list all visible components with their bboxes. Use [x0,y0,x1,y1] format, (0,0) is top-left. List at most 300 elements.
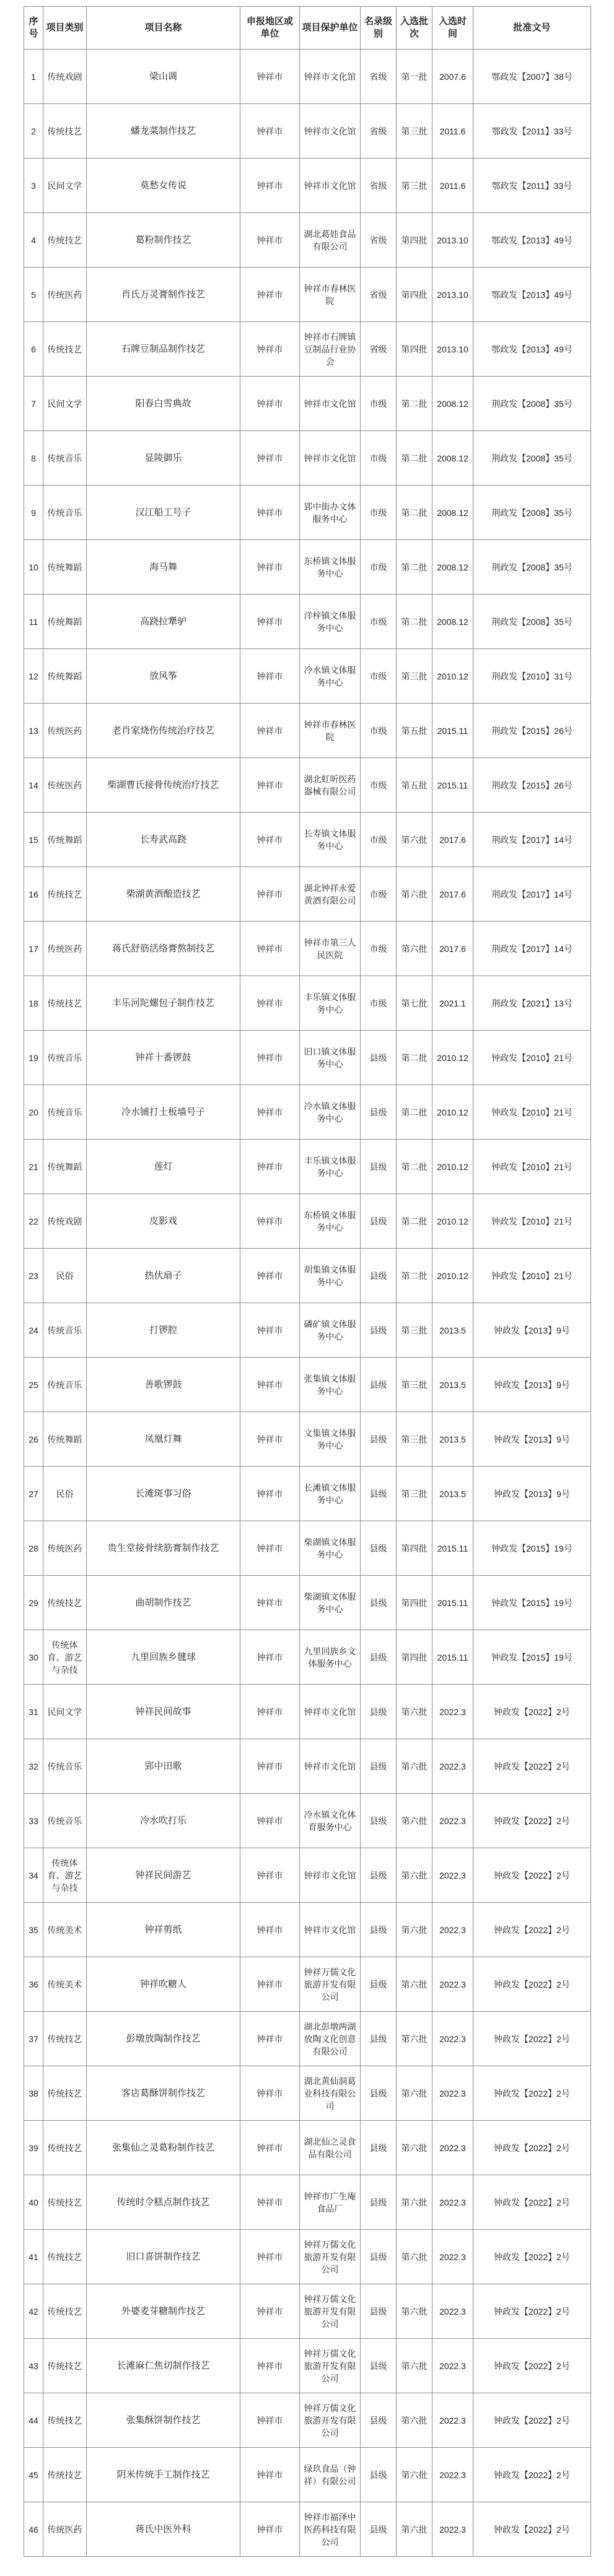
cell-region: 钟祥市 [240,2339,300,2393]
cell-approval-doc: 荆政发【2008】35号 [473,540,591,595]
cell-batch: 第六批 [397,2393,432,2448]
table-row [24,2121,591,2175]
cell-approval-doc: 钟政发【2013】9号 [473,1412,591,1467]
cell-region: 钟祥市 [240,1630,300,1685]
cell-region: 钟祥市 [240,704,300,758]
cell-category: 传统音乐 [43,431,87,486]
cell-batch: 第六批 [397,1739,432,1794]
cell-index: 20 [24,1085,43,1140]
cell-index: 34 [24,1848,43,1903]
cell-region: 钟祥市 [240,2393,300,2448]
cell-batch: 第四批 [397,1576,432,1630]
cell-region: 钟祥市 [240,1848,300,1903]
cell-level: 市级 [361,377,397,431]
cell-region: 钟祥市 [240,976,300,1031]
cell-level: 县级 [361,2393,397,2448]
cell-index: 44 [24,2393,43,2448]
cell-region: 钟祥市 [240,159,300,213]
cell-region: 钟祥市 [240,322,300,377]
cell-region: 钟祥市 [240,649,300,704]
header-level: 名录级别 [361,7,397,50]
cell-project-name: 张集仙之灵葛粉制作技艺 [87,2121,240,2175]
cell-approval-doc: 荆政发【2008】35号 [473,377,591,431]
cell-level: 县级 [361,2066,397,2121]
cell-category: 传统体育、游艺与杂技 [43,1630,87,1685]
cell-region: 钟祥市 [240,1412,300,1467]
table-row [24,649,591,704]
cell-category: 传统技艺 [43,2448,87,2502]
cell-protection-unit: 钟祥市第三人民医院 [300,922,361,976]
cell-date: 2011.6 [432,159,473,213]
cell-approval-doc: 钟政发【2022】2号 [473,2284,591,2339]
cell-batch: 第一批 [397,50,432,104]
cell-level: 市级 [361,595,397,649]
table-row [24,1521,591,1576]
cell-category: 传统技艺 [43,976,87,1031]
cell-batch: 第六批 [397,1685,432,1739]
cell-batch: 第六批 [397,2448,432,2502]
cell-approval-doc: 荆政发【2008】35号 [473,486,591,540]
table-row [24,213,591,268]
cell-approval-doc: 荆政发【2015】26号 [473,758,591,813]
cell-date: 2008.12 [432,431,473,486]
cell-index: 28 [24,1521,43,1576]
table-row [24,50,591,104]
cell-region: 钟祥市 [240,377,300,431]
cell-date: 2010.12 [432,1085,473,1140]
table-body [24,50,591,2557]
cell-level: 省级 [361,322,397,377]
cell-project-name: 打锣腔 [87,1303,240,1358]
cell-index: 4 [24,213,43,268]
table-row [24,268,591,322]
table-row [24,2502,591,2557]
cell-category: 传统戏剧 [43,50,87,104]
cell-date: 2008.12 [432,540,473,595]
cell-batch: 第二批 [397,1085,432,1140]
cell-index: 19 [24,1031,43,1085]
cell-protection-unit: 湖北黄仙洞葛业科技有限公司 [300,2066,361,2121]
cell-index: 13 [24,704,43,758]
cell-batch: 第三批 [397,1303,432,1358]
cell-region: 钟祥市 [240,1467,300,1521]
cell-batch: 第六批 [397,2175,432,2230]
cell-level: 省级 [361,159,397,213]
table-row [24,1957,591,2012]
cell-date: 2008.12 [432,486,473,540]
cell-category: 传统技艺 [43,1576,87,1630]
table-row [24,159,591,213]
cell-date: 2022.3 [432,2066,473,2121]
cell-index: 30 [24,1630,43,1685]
cell-approval-doc: 钟政发【2022】2号 [473,1903,591,1957]
cell-level: 市级 [361,976,397,1031]
cell-date: 2022.3 [432,2502,473,2557]
cell-protection-unit: 磷矿镇文体服务中心 [300,1303,361,1358]
cell-project-name: 凤凰灯舞 [87,1412,240,1467]
cell-level: 县级 [361,1194,397,1249]
cell-region: 钟祥市 [240,1903,300,1957]
cell-protection-unit: 湖北彭墩两湖放陶文化创意有限公司 [300,2012,361,2066]
cell-approval-doc: 钟政发【2015】19号 [473,1576,591,1630]
cell-level: 县级 [361,1249,397,1303]
cell-project-name: 长滩麻仁焦切制作技艺 [87,2339,240,2393]
cell-index: 32 [24,1739,43,1794]
cell-date: 2013.5 [432,1358,473,1412]
cell-project-name: 外婆麦芽糖制作技艺 [87,2284,240,2339]
cell-region: 钟祥市 [240,1685,300,1739]
cell-date: 2022.3 [432,2175,473,2230]
cell-level: 市级 [361,922,397,976]
cell-approval-doc: 荆政发【2010】31号 [473,649,591,704]
cell-protection-unit: 钟祥市广生庵食品厂 [300,2175,361,2230]
cell-index: 25 [24,1358,43,1412]
cell-date: 2013.10 [432,268,473,322]
cell-project-name: 钟祥剪纸 [87,1903,240,1957]
cell-level: 县级 [361,1739,397,1794]
cell-region: 钟祥市 [240,2121,300,2175]
cell-batch: 第六批 [397,1957,432,2012]
cell-date: 2022.3 [432,1685,473,1739]
cell-protection-unit: 钟祥市石牌镇豆制品行业协会 [300,322,361,377]
table-row [24,758,591,813]
cell-batch: 第三批 [397,104,432,159]
cell-protection-unit: 钟祥市文化馆 [300,50,361,104]
cell-protection-unit: 郢中街办文体服务中心 [300,486,361,540]
cell-category: 传统技艺 [43,867,87,922]
cell-protection-unit: 钟祥市文化馆 [300,104,361,159]
cell-approval-doc: 钟政发【2013】9号 [473,1303,591,1358]
cell-date: 2017.6 [432,922,473,976]
cell-approval-doc: 荆政发【2017】14号 [473,867,591,922]
cell-approval-doc: 荆政发【2017】14号 [473,813,591,867]
cell-level: 市级 [361,758,397,813]
cell-region: 钟祥市 [240,1031,300,1085]
cell-approval-doc: 钟政发【2022】2号 [473,1957,591,2012]
cell-date: 2015.11 [432,1630,473,1685]
cell-category: 传统医药 [43,758,87,813]
cell-region: 钟祥市 [240,268,300,322]
cell-date: 2010.12 [432,1194,473,1249]
cell-approval-doc: 钟政发【2010】21号 [473,1140,591,1194]
cell-region: 钟祥市 [240,104,300,159]
cell-category: 传统医药 [43,1521,87,1576]
cell-approval-doc: 钟政发【2022】2号 [473,2448,591,2502]
cell-protection-unit: 冷水镇文体服务中心 [300,649,361,704]
cell-batch: 第二批 [397,1194,432,1249]
cell-approval-doc: 鄂政发【2011】33号 [473,104,591,159]
cell-project-name: 钟祥民间故事 [87,1685,240,1739]
cell-protection-unit: 钟祥市春林医院 [300,704,361,758]
cell-batch: 第六批 [397,2066,432,2121]
table-row [24,322,591,377]
table-row [24,2448,591,2502]
header-project-name: 项目名称 [87,7,240,50]
table-row [24,2066,591,2121]
cell-category: 传统技艺 [43,104,87,159]
cell-project-name: 张集酥饼制作技艺 [87,2393,240,2448]
table-row [24,1303,591,1358]
cell-level: 县级 [361,1085,397,1140]
cell-date: 2022.3 [432,2284,473,2339]
cell-index: 36 [24,1957,43,2012]
cell-level: 县级 [361,2284,397,2339]
cell-project-name: 阳春白雪典故 [87,377,240,431]
cell-level: 省级 [361,104,397,159]
cell-protection-unit: 湖北钟祥永爱黄酒有限公司 [300,867,361,922]
cell-protection-unit: 文集镇文体服务中心 [300,1412,361,1467]
cell-region: 钟祥市 [240,1957,300,2012]
cell-batch: 第五批 [397,758,432,813]
cell-project-name: 九里回族乡毽球 [87,1630,240,1685]
cell-batch: 第六批 [397,813,432,867]
cell-date: 2022.3 [432,2230,473,2284]
cell-category: 传统技艺 [43,2175,87,2230]
header-region: 申报地区或单位 [240,7,300,50]
cell-batch: 第二批 [397,431,432,486]
cell-approval-doc: 鄂政发【2011】33号 [473,159,591,213]
cell-protection-unit: 丰乐镇文体服务中心 [300,1140,361,1194]
cell-date: 2017.6 [432,867,473,922]
cell-batch: 第二批 [397,1249,432,1303]
cell-level: 县级 [361,2502,397,2557]
cell-project-name: 海马舞 [87,540,240,595]
cell-category: 传统体育、游艺与杂技 [43,1848,87,1903]
cell-region: 钟祥市 [240,2448,300,2502]
cell-index: 9 [24,486,43,540]
cell-category: 传统音乐 [43,1303,87,1358]
cell-project-name: 客店葛酥饼制作技艺 [87,2066,240,2121]
cell-category: 传统医药 [43,2502,87,2557]
cell-category: 传统音乐 [43,1031,87,1085]
cell-batch: 第二批 [397,540,432,595]
cell-project-name: 善歌锣鼓 [87,1358,240,1412]
header-approval-doc: 批准文号 [473,7,591,50]
cell-index: 21 [24,1140,43,1194]
header-category: 项目类别 [43,7,87,50]
cell-date: 2008.12 [432,595,473,649]
cell-protection-unit: 湖北虹昕医药器械有限公司 [300,758,361,813]
cell-project-name: 曲胡制作技艺 [87,1576,240,1630]
cell-region: 钟祥市 [240,1303,300,1358]
cell-batch: 第六批 [397,1903,432,1957]
cell-index: 31 [24,1685,43,1739]
cell-category: 传统音乐 [43,1794,87,1848]
cell-protection-unit: 东桥镇文体服务中心 [300,540,361,595]
cell-index: 29 [24,1576,43,1630]
table-row [24,1685,591,1739]
cell-date: 2008.12 [432,377,473,431]
cell-approval-doc: 鄂政发【2013】49号 [473,268,591,322]
cell-project-name: 旧口喜饼制作技艺 [87,2230,240,2284]
cell-protection-unit: 柴湖镇文体服务中心 [300,1576,361,1630]
cell-level: 县级 [361,1521,397,1576]
cell-approval-doc: 钟政发【2022】2号 [473,1739,591,1794]
cell-date: 2022.3 [432,1794,473,1848]
cell-approval-doc: 钟政发【2015】19号 [473,1630,591,1685]
cell-protection-unit: 钟祥万儒文化旅游开发有限公司 [300,2284,361,2339]
cell-batch: 第六批 [397,922,432,976]
cell-project-name: 莫愁女传说 [87,159,240,213]
cell-batch: 第七批 [397,976,432,1031]
cell-category: 民间文学 [43,159,87,213]
cell-index: 33 [24,1794,43,1848]
cell-project-name: 钟祥民间游艺 [87,1848,240,1903]
table-row [24,540,591,595]
cell-date: 2013.10 [432,213,473,268]
cell-approval-doc: 钟政发【2022】2号 [473,2012,591,2066]
cell-protection-unit: 钟祥市福泽中医药科技有限公司 [300,2502,361,2557]
cell-index: 6 [24,322,43,377]
cell-date: 2022.3 [432,1739,473,1794]
table-row [24,1630,591,1685]
cell-approval-doc: 钟政发【2022】2号 [473,2339,591,2393]
cell-region: 钟祥市 [240,2066,300,2121]
cell-level: 县级 [361,1031,397,1085]
cell-batch: 第五批 [397,704,432,758]
cell-protection-unit: 钟祥市文化馆 [300,377,361,431]
cell-protection-unit: 钟祥万儒文化旅游开发有限公司 [300,2339,361,2393]
cell-category: 传统美术 [43,1903,87,1957]
cell-project-name: 郢中田歌 [87,1739,240,1794]
cell-date: 2022.3 [432,2448,473,2502]
cell-index: 11 [24,595,43,649]
cell-index: 39 [24,2121,43,2175]
cell-date: 2015.11 [432,1576,473,1630]
cell-category: 传统舞蹈 [43,649,87,704]
cell-project-name: 蒋氏舒筋活络膏熬制技艺 [87,922,240,976]
cell-date: 2013.10 [432,322,473,377]
header-batch: 入选批次 [397,7,432,50]
cell-protection-unit: 钟祥市文化馆 [300,1739,361,1794]
cell-index: 27 [24,1467,43,1521]
cell-level: 县级 [361,1794,397,1848]
cell-batch: 第二批 [397,486,432,540]
table-row [24,1085,591,1140]
cell-project-name: 显陵御乐 [87,431,240,486]
cell-protection-unit: 胡集镇文体服务中心 [300,1249,361,1303]
cell-approval-doc: 钟政发【2013】9号 [473,1358,591,1412]
cell-approval-doc: 钟政发【2013】9号 [473,1467,591,1521]
cell-category: 传统音乐 [43,1358,87,1412]
cell-protection-unit: 钟祥市文化馆 [300,1903,361,1957]
cell-approval-doc: 钟政发【2022】2号 [473,2066,591,2121]
table-row [24,1576,591,1630]
cell-index: 24 [24,1303,43,1358]
cell-date: 2022.3 [432,1957,473,2012]
cell-index: 10 [24,540,43,595]
cell-category: 传统音乐 [43,1085,87,1140]
cell-index: 38 [24,2066,43,2121]
cell-approval-doc: 鄂政发【2013】49号 [473,322,591,377]
cell-date: 2011.6 [432,104,473,159]
cell-level: 县级 [361,1140,397,1194]
cell-level: 县级 [361,1467,397,1521]
cell-category: 民俗 [43,1467,87,1521]
cell-batch: 第三批 [397,1412,432,1467]
cell-project-name: 石牌豆制品制作技艺 [87,322,240,377]
cell-region: 钟祥市 [240,595,300,649]
cell-index: 40 [24,2175,43,2230]
cell-protection-unit: 钟祥市文化馆 [300,159,361,213]
cell-project-name: 蟠龙菜制作技艺 [87,104,240,159]
cell-level: 县级 [361,1685,397,1739]
cell-category: 传统技艺 [43,2066,87,2121]
cell-project-name: 彭墩放陶制作技艺 [87,2012,240,2066]
cell-batch: 第六批 [397,2339,432,2393]
cell-date: 2022.3 [432,1903,473,1957]
cell-approval-doc: 钟政发【2010】21号 [473,1085,591,1140]
cell-project-name: 汉江船工号子 [87,486,240,540]
cell-level: 市级 [361,431,397,486]
table-row [24,486,591,540]
table-row [24,2012,591,2066]
cell-project-name: 老肖家烧伤传统治疗技艺 [87,704,240,758]
cell-index: 35 [24,1903,43,1957]
cell-level: 省级 [361,268,397,322]
cell-index: 7 [24,377,43,431]
cell-category: 传统技艺 [43,322,87,377]
cell-index: 26 [24,1412,43,1467]
cell-approval-doc: 荆政发【2008】35号 [473,431,591,486]
cell-index: 37 [24,2012,43,2066]
cell-category: 传统医药 [43,922,87,976]
cell-category: 传统舞蹈 [43,595,87,649]
table-row [24,377,591,431]
cell-approval-doc: 荆政发【2021】13号 [473,976,591,1031]
cell-project-name: 冷水铺打土板墙号子 [87,1085,240,1140]
cell-protection-unit: 钟祥市春林医院 [300,268,361,322]
cell-protection-unit: 长寿镇文体服务中心 [300,813,361,867]
cell-index: 42 [24,2284,43,2339]
cell-batch: 第四批 [397,1521,432,1576]
cell-category: 传统舞蹈 [43,1412,87,1467]
cell-batch: 第六批 [397,1794,432,1848]
cell-index: 18 [24,976,43,1031]
cell-batch: 第四批 [397,322,432,377]
cell-level: 县级 [361,1576,397,1630]
cell-level: 省级 [361,50,397,104]
cell-batch: 第二批 [397,1140,432,1194]
cell-batch: 第二批 [397,595,432,649]
header-index: 序号 [24,7,43,50]
cell-level: 县级 [361,1903,397,1957]
cell-level: 县级 [361,1303,397,1358]
cell-approval-doc: 荆政发【2008】35号 [473,595,591,649]
cell-date: 2022.3 [432,1848,473,1903]
cell-category: 传统技艺 [43,2339,87,2393]
cell-date: 2010.12 [432,649,473,704]
table-row [24,1848,591,1903]
cell-category: 传统音乐 [43,486,87,540]
cell-index: 1 [24,50,43,104]
cell-region: 钟祥市 [240,2284,300,2339]
cell-approval-doc: 钟政发【2022】2号 [473,1848,591,1903]
cell-protection-unit: 冷水镇文化体育服务中心 [300,1794,361,1848]
cell-date: 2007.6 [432,50,473,104]
cell-level: 县级 [361,1358,397,1412]
cell-index: 41 [24,2230,43,2284]
cell-batch: 第四批 [397,268,432,322]
cell-index: 15 [24,813,43,867]
table-row [24,1903,591,1957]
table-row [24,704,591,758]
cell-protection-unit: 柴湖镇文体服务中心 [300,1521,361,1576]
table-row [24,922,591,976]
cell-category: 传统舞蹈 [43,540,87,595]
cell-date: 2021.1 [432,976,473,1031]
cell-region: 钟祥市 [240,50,300,104]
